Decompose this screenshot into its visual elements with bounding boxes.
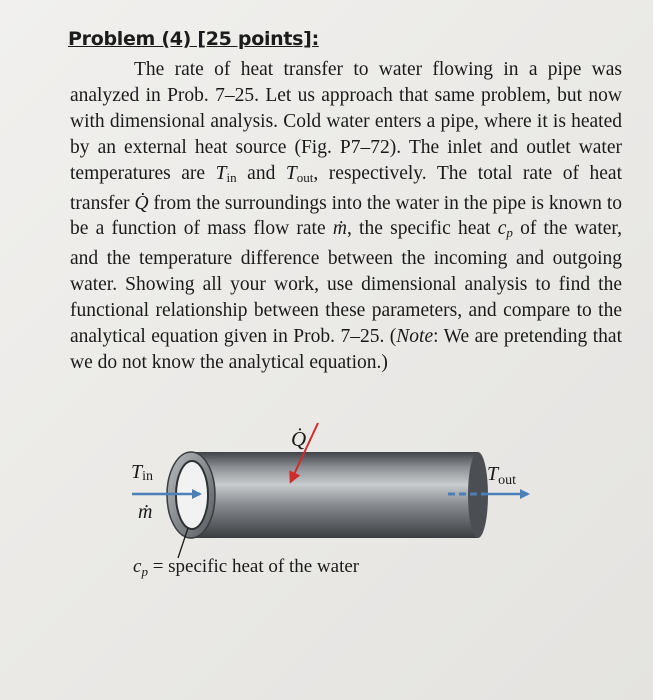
text-segment-4: from the surroundings into the water in the pipe is known to be a function of mass flow rate xyxy=(70,192,622,240)
problem-heading: Problem (4) [25 points]: xyxy=(68,28,319,50)
cp-caption-text: = specific heat of the water xyxy=(147,556,360,577)
t-in-symbol: T xyxy=(131,461,143,483)
t-out-subscript: out xyxy=(498,473,517,488)
note-word: Note xyxy=(396,326,434,348)
text-segment-7: : We are pretending that we do not know the analytical equation.) xyxy=(70,326,622,373)
subscript-in: in xyxy=(226,169,237,185)
t-in-label xyxy=(131,461,153,484)
text-segment-6: of the water, and the temperature difference between the incoming and outgoing water. Showing all your work, use dimensional analysis to find the functional relationship between these parameters, and compare to the analytical equation given in Prob. 7–25. ( xyxy=(70,218,622,348)
text-segment-2: and xyxy=(236,162,286,184)
subscript-out: out xyxy=(296,169,314,185)
cp-caption xyxy=(133,556,360,579)
t-in-subscript: in xyxy=(142,469,154,484)
pipe-body xyxy=(190,452,478,538)
symbol-t-in: T xyxy=(215,162,227,184)
symbol-q-dot: Q̇ xyxy=(134,192,149,214)
cp-symbol: c xyxy=(133,556,142,577)
text-segment-5: , the specific heat xyxy=(346,218,498,240)
text-segment-1: The rate of heat transfer to water flowing in a pipe was analyzed in Prob. 7–25. Let us approach that same problem, but now with dimensional analysis. Cold water enters a pipe, where it is heated by an external heat source (Fig. P7–72). The inlet and outlet water temperatures are xyxy=(70,59,622,184)
t-out-label xyxy=(487,463,516,488)
cp-subscript: p xyxy=(141,564,148,579)
symbol-cp: c xyxy=(497,218,507,240)
subscript-p: p xyxy=(506,225,513,241)
symbol-m-dot: ṁ xyxy=(332,218,347,240)
q-dot-label: Q̇ xyxy=(291,427,307,451)
text-segment-3: , respectively. The total rate of heat transfer xyxy=(70,162,622,214)
m-dot-label: ṁ xyxy=(138,501,153,523)
symbol-t-out: T xyxy=(285,162,297,184)
t-out-symbol: T xyxy=(487,463,499,485)
